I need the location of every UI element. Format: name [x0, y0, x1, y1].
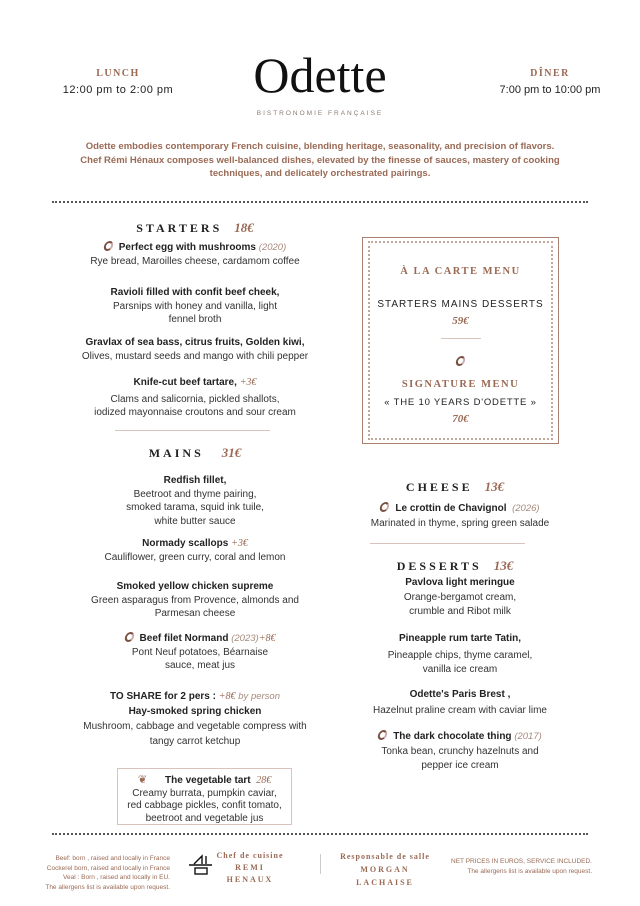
divider — [52, 833, 588, 835]
section-title: DESSERTS — [396, 559, 482, 573]
odette-o-icon — [377, 730, 389, 740]
item-name: Gravlax of sea bass, citrus fruits, Golden kiwi, — [85, 337, 305, 348]
item-desc: Tonka bean, crunchy hazelnuts and — [381, 745, 539, 757]
chef-label: Chef de cuisine — [216, 851, 284, 860]
item-name: Perfect egg with mushrooms — [118, 242, 256, 253]
manager-label: Responsable de salle — [340, 852, 430, 861]
menu-item — [100, 632, 300, 673]
item-name: Odette's Paris Brest , — [409, 689, 511, 700]
alacarte-desc: STARTERS MAINS DESSERTS — [377, 299, 544, 310]
signature-title: SIGNATURE MENU — [401, 379, 520, 390]
section-title: MAINS — [148, 446, 204, 460]
menu-item — [330, 687, 590, 719]
item-desc: beetroot and vegetable jus — [145, 812, 264, 824]
item-year: (2026) — [512, 503, 540, 514]
set-menus-box — [362, 237, 559, 444]
cheese-heading — [350, 479, 560, 495]
menu-item — [330, 730, 590, 774]
intro — [40, 140, 600, 181]
odette-o-icon — [123, 632, 135, 642]
odette-o-icon — [363, 352, 558, 370]
item-desc: Parsnips with honey and vanilla, light — [113, 300, 277, 312]
intro-line: techniques, and delicately orchestrated pairings. — [209, 168, 431, 179]
menu-item — [60, 376, 330, 420]
vegetable-tart-box — [117, 768, 292, 825]
signature-price: 70€ — [452, 413, 469, 425]
menu-item — [60, 241, 330, 268]
item-desc: Olives, mustard seeds and mango with chili pepper — [81, 350, 309, 362]
section-price: 13€ — [484, 479, 505, 494]
item-name: Smoked yellow chicken supreme — [116, 581, 274, 592]
item-name: Pineapple rum tarte Tatin, — [398, 633, 522, 644]
prices-note — [440, 857, 592, 876]
manager-last: LACHAISE — [356, 878, 414, 887]
item-desc: white butter sauce — [154, 515, 236, 527]
origin-line: Cockerel born, raised and locally in France — [46, 864, 170, 872]
tagline: BISTRONOMIE FRANÇAISE — [256, 110, 384, 117]
menu-item — [330, 576, 590, 620]
menu-item — [330, 632, 590, 678]
share-note: by person — [238, 691, 280, 702]
item-year: (2020) — [258, 242, 287, 253]
item-name: Redfish fillet, — [163, 475, 227, 486]
chef-last: HENAUX — [226, 875, 274, 884]
menu-item — [330, 501, 590, 531]
item-name: Normady scallops — [142, 538, 229, 549]
section-price: 18€ — [234, 220, 254, 235]
item-desc: tangy carrot ketchup — [149, 736, 241, 747]
item-desc: sauce, meat jus — [164, 660, 236, 671]
menu-item — [60, 474, 330, 528]
item-desc: Creamy burrata, pumpkin caviar, — [132, 787, 277, 799]
desserts-heading — [350, 558, 560, 574]
dinner-hours: 7:00 pm to 10:00 pm — [499, 84, 601, 96]
item-desc: Clams and salicornia, pickled shallots, — [110, 393, 280, 405]
item-year: (2017) — [514, 731, 542, 742]
item-name: The vegetable tart — [165, 775, 251, 786]
odette-o-icon — [102, 241, 114, 251]
odette-o-icon — [379, 502, 391, 512]
lunch-label: LUNCH — [96, 68, 140, 79]
item-desc: fennel broth — [168, 314, 222, 325]
chef-first: REMI — [235, 863, 265, 872]
divider — [320, 854, 321, 874]
item-desc: Pineapple chips, thyme caramel, — [387, 649, 533, 661]
section-title: CHEESE — [405, 480, 473, 494]
item-desc: Cauliflower, green curry, coral and lemon — [104, 551, 286, 563]
starters-heading — [90, 220, 300, 236]
origins-note — [40, 854, 170, 892]
intro-line: Odette embodies contemporary French cuisine, blending heritage, seasonality, and precision of flavors. — [85, 141, 555, 152]
share-label: TO SHARE for 2 pers : — [110, 691, 216, 702]
chef-credit — [210, 850, 290, 886]
origin-line: The allergens list is available upon request. — [45, 883, 170, 891]
item-desc: Orange-bergamot cream, — [403, 591, 517, 603]
menu-item — [60, 537, 330, 564]
intro-line: Chef Rémi Hénaux composes well-balanced dishes, elevated by the finesse of sauces, mastery of cooking — [80, 154, 560, 166]
divider — [441, 338, 481, 339]
menu-item — [60, 580, 330, 621]
menu-item — [60, 336, 330, 363]
prices-line: The allergens list is available upon request. — [467, 867, 592, 875]
section-price: 31€ — [221, 445, 242, 460]
divider — [115, 430, 270, 431]
item-desc: vanilla ice cream — [422, 664, 498, 675]
item-extra: +8€ — [258, 633, 276, 644]
leaf-icon: ❦ — [137, 774, 148, 786]
item-name: Le crottin de Chavignol — [395, 503, 507, 514]
logo: Odette — [253, 47, 387, 103]
item-name: Pavlova light meringue — [405, 577, 515, 588]
item-year: (2023) — [231, 633, 259, 644]
item-desc: red cabbage pickles, confit tomato, — [127, 800, 282, 811]
item-extra: +3€ — [239, 377, 257, 388]
origin-line: Beef: born , raised and locally in France — [55, 855, 170, 862]
item-desc: Marinated in thyme, spring green salade — [370, 518, 550, 529]
item-extra: +8€ — [218, 691, 236, 702]
item-desc: Green asparagus from Provence, almonds and — [91, 594, 299, 606]
divider — [52, 201, 588, 203]
manager-credit — [330, 850, 440, 889]
item-desc: iodized mayonnaise croutons and sour cream — [94, 407, 296, 418]
item-desc: Hazelnut praline cream with caviar lime — [373, 705, 547, 716]
section-title: STARTERS — [136, 221, 223, 235]
item-name: Beef filet Normand — [139, 633, 229, 644]
item-name: Hay-smoked spring chicken — [128, 706, 262, 717]
item-price: 28€ — [256, 775, 272, 786]
manager-first: MORGAN — [360, 865, 410, 874]
menu-item — [60, 286, 330, 327]
item-desc: Beetroot and thyme pairing, — [133, 488, 257, 500]
item-desc: Mushroom, cabbage and vegetable compress with — [83, 721, 307, 732]
lunch-hours: 12:00 pm to 2:00 pm — [62, 84, 174, 96]
item-desc: pepper ice cream — [421, 760, 499, 771]
share-item — [60, 689, 330, 749]
item-desc: crumble and Ribot milk — [409, 606, 511, 617]
item-extra: +3€ — [231, 538, 248, 549]
item-desc: Parmesan cheese — [154, 608, 236, 619]
item-name: The dark chocolate thing — [393, 731, 512, 742]
item-name: Ravioli filled with confit beef cheek, — [110, 287, 280, 298]
alacarte-price: 59€ — [452, 315, 469, 327]
origin-line: Veal : Born , raised and locally in EU. — [63, 874, 170, 881]
section-price: 13€ — [493, 558, 514, 573]
item-desc: Rye bread, Maroilles cheese, cardamom coffee — [90, 255, 300, 267]
alacarte-title: À LA CARTE MENU — [400, 266, 521, 277]
divider — [370, 543, 525, 544]
mains-heading — [90, 445, 300, 461]
item-desc: smoked tarama, squid ink tuile, — [126, 502, 264, 513]
prices-line: NET PRICES IN EUROS, SERVICE INCLUDED. — [451, 858, 592, 865]
signature-desc: « THE 10 YEARS D'ODETTE » — [384, 397, 537, 408]
item-name: Knife-cut beef tartare, — [133, 377, 237, 388]
dinner-label: DÎNER — [530, 68, 570, 79]
item-desc: Pont Neuf potatoes, Béarnaise — [131, 646, 269, 658]
